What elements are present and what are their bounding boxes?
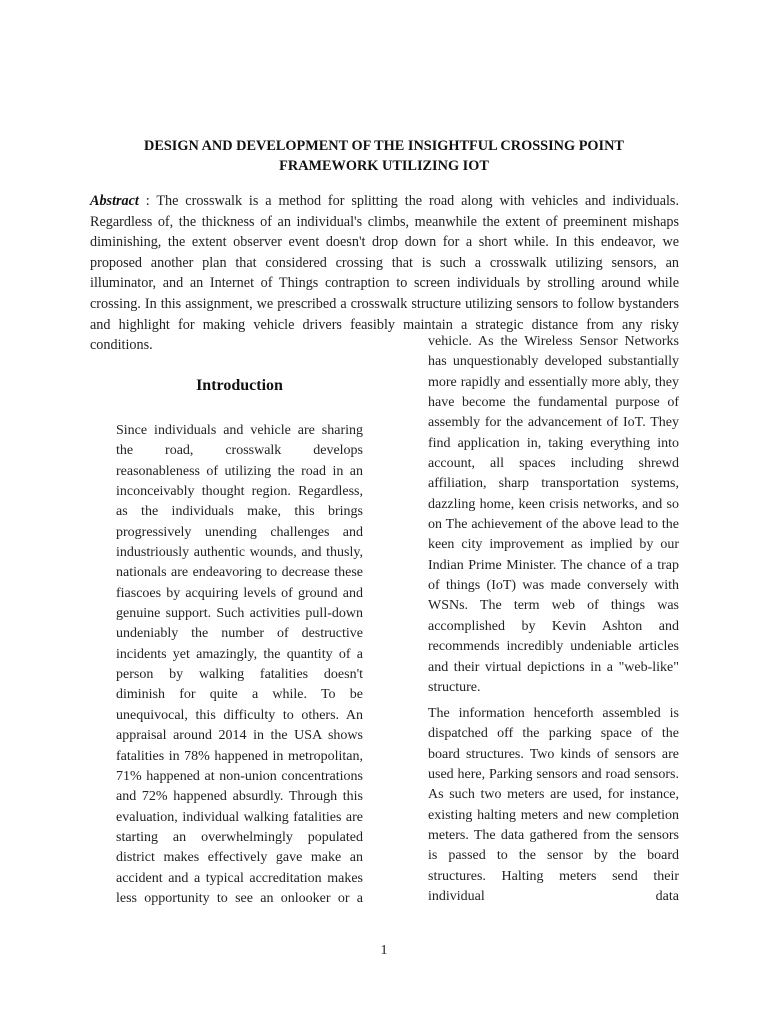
right-column-paragraph-1: vehicle. As the Wireless Sensor Networks has unquestionably developed substantially more rapidly and essentially more ably, they have become the fundamental purpose of assembly for the advancement of IoT. They find application in, taking everything into account, all spaces including shrewd affiliation, sharp transportation systems, dazzling home, keen crisis networks, and so on The achievement of the above lead to the keen city improvement as implied by our Indian Prime Minister. The chance of a trap of things (IoT) was made conversely with WSNs. The term web of things was accomplished by Kevin Ashton and recommends incredibly undeniable articles and their virtual depictions in a "web-like" structure. <box>428 334 679 695</box>
abstract-label: Abstract <box>90 193 139 209</box>
title-line-1: DESIGN AND DEVELOPMENT OF THE INSIGHTFUL CROSSING POINT <box>144 138 624 154</box>
paper-title <box>60 137 708 176</box>
left-column-paragraph: Since individuals and vehicle are sharing the road, crosswalk develops reasonableness of utilizing the road in an inconceivably thought region. Regardless, as the individuals make, this brings progressively unending challenges and industriously authentic wounds, and thusly, nationals are endeavoring to decrease these fiascoes by acquiring levels of ground and genuine support. Such activities pull-down undeniably the number of destructive incidents yet amazingly, the quantity of a person by walking fatalities doesn't diminish for quite a while. To be unequivocal, this difficulty to others. An appraisal around 2014 in the USA shows fatalities in 78% happened in metropolitan, 71% happened at non-union concentrations and 72% happened absurdly. Through this evaluation, individual walking fatalities are starting an overwhelmingly populated district makes effectively gave make an accident and a typical accreditation makes less opportunity to see an onlooker or a <box>116 423 363 906</box>
introduction-heading: Introduction <box>196 377 283 394</box>
title-line-2: FRAMEWORK UTILIZING IOT <box>279 157 489 174</box>
right-column-paragraph-2: The information henceforth assembled is dispatched off the parking space of the board structures. Two kinds of sensors are used here, Parking sensors and road sensors. As such two meters are used, for instance, existing halting meters and new completion meters. The data gathered from the sensors is passed to the sensor by the board structures. Halting meters send their individual data <box>428 706 679 905</box>
page-number: 1 <box>380 943 388 958</box>
abstract-text: : The crosswalk is a method for splitting the road along with vehicles and individuals. Regardless of, the thickness of an individual's climbs, meanwhile the extent of preeminent mishaps diminishing, the extent observer event doesn't drop down for a short while. In this endeavor, we proposed another plan that considered crossing that is such a crosswalk utilizing sensors, an illuminator, and an Internet of Things contraption to screen individuals by strolling around while crossing. In this assignment, we prescribed a crosswalk structure utilizing sensors to follow bystanders and highlight for making vehicle drivers feasibly maintain a strategic distance from any risky conditions. <box>90 193 679 354</box>
